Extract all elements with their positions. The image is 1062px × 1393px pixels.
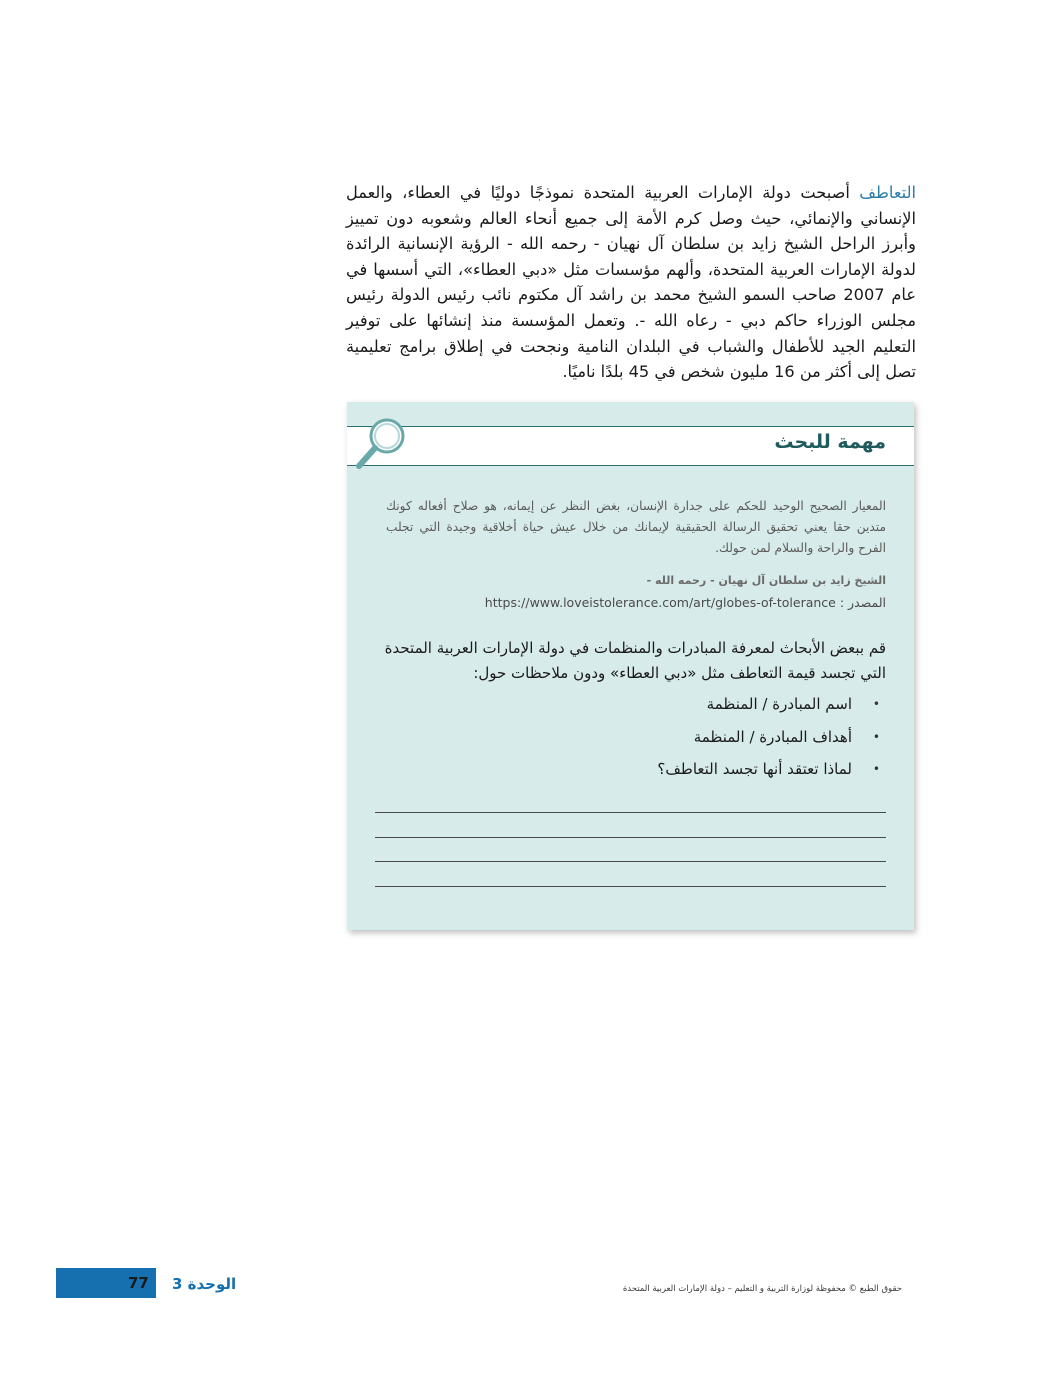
answer-line[interactable]: [375, 886, 886, 887]
answer-line[interactable]: [375, 861, 886, 862]
magnifier-icon: [351, 412, 413, 474]
answer-line[interactable]: [375, 837, 886, 838]
answer-lines: [375, 812, 886, 910]
task-instruction: قم ببعض الأبحاث لمعرفة المبادرات والمنظمات في دولة الإمارات العربية المتحدة التي تجسد قيمة التعاطف مثل «دبي العطاء» ودون ملاحظات حول:: [384, 639, 886, 682]
list-item: • أهداف المبادرة / المنظمة: [366, 721, 886, 754]
list-item: • اسم المبادرة / المنظمة: [366, 688, 886, 721]
source-label: المصدر :: [839, 595, 886, 610]
intro-text: أصبحت دولة الإمارات العربية المتحدة نموذجًا دوليًا في العطاء، والعمل الإنساني والإنمائي، حيث وصل كرم الأمة إلى جميع أنحاء العالم وشعوبه دون تمييز وأبرز الراحل الشيخ زايد بن سلطان آل نهيان - رحمه الله - الرؤية الإنسانية الرائدة لدولة الإمارات العربية المتحدة، وألهم مؤسسات مثل «دبي العطاء»، التي أسسها في عام 2007 صاحب السمو الشيخ محمد بن راشد آل مكتوم نائب رئيس الدولة رئيس مجلس الوزراء حاكم دبي - رعاه الله -. وتعمل المؤسسة منذ إنشائها على توفير التعليم الجيد للأطفال والشباب في البلدان النامية ونجحت في إطلاق برامج تعليمية تصل إلى أكثر من 16 مليون شخص في 45 بلدًا ناميًا.: [346, 183, 916, 382]
copyright-notice: حقوق الطبع © محفوظة لوزارة التربية و التعليم – دولة الإمارات العربية المتحدة: [622, 1284, 902, 1294]
answer-line[interactable]: [375, 812, 886, 813]
page-number: 77: [128, 1274, 149, 1292]
task-title: مهمة للبحث: [774, 431, 886, 453]
quote-author: الشيخ زايد بن سلطان آل نهيان - رحمه الله -: [646, 574, 886, 587]
quote-text: المعيار الصحيح الوحيد للحكم على جدارة الإنسان، بغض النظر عن إيمانه، هو صلاح أفعاله كونك متدين حقا يعني تحقيق الرسالة الحقيقية لإيمانك من خلال عيش حياة أخلاقية وجيدة التي تجلب الفرح والراحة والسلام لمن حولك.: [386, 499, 886, 555]
quote-source: [485, 595, 886, 610]
list-item: • لماذا تعتقد أنها تجسد التعاطف؟: [366, 753, 886, 786]
intro-paragraph: [346, 180, 916, 385]
task-bullet-list: [366, 688, 886, 786]
research-task-box: [347, 402, 914, 930]
unit-label: الوحدة 3: [172, 1275, 237, 1293]
intro-term: التعاطف: [859, 183, 916, 202]
task-header: [347, 426, 914, 466]
source-url: https://www.loveistolerance.com/art/globes-of-tolerance: [484, 595, 836, 610]
